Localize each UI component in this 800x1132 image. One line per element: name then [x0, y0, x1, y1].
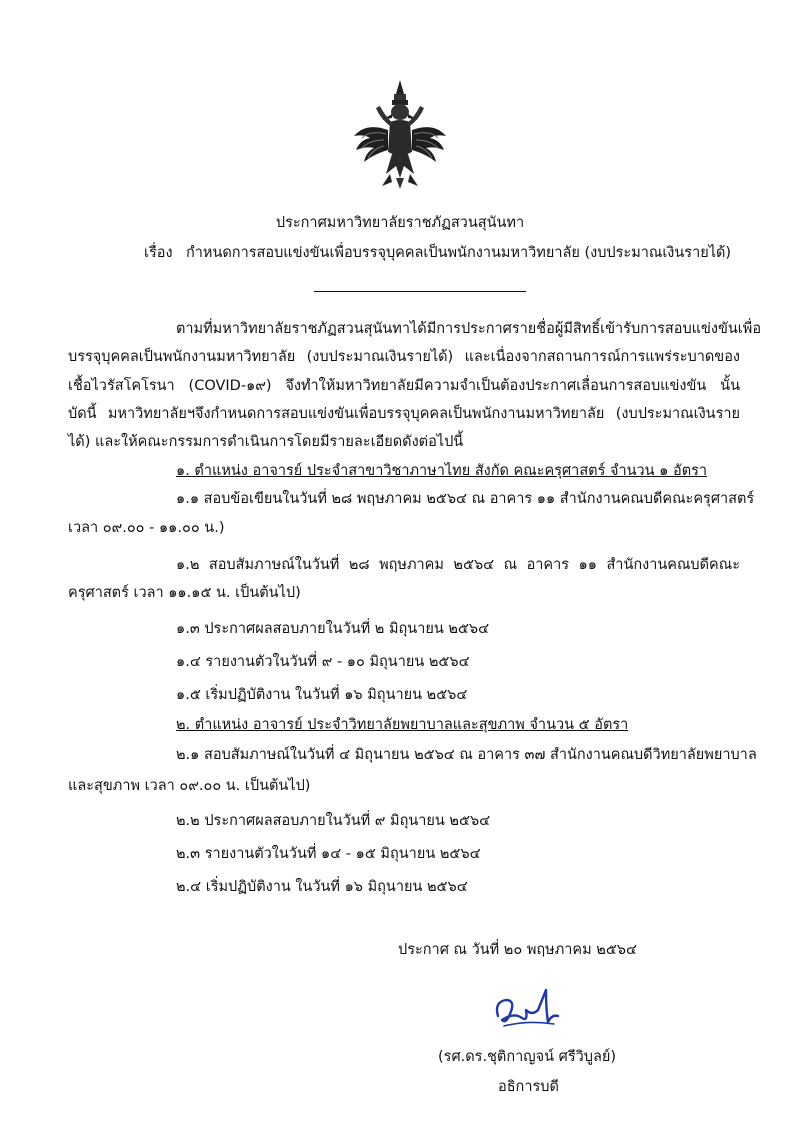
section-1-item-4: ๑.๔ รายงานตัวในวันที่ ๙ - ๑๐ มิถุนายน ๒๕๖๔ — [176, 654, 470, 670]
intro-line-3: เชื้อไวรัสโคโรนา (COVID-๑๙) จึงทำให้มหาวิทยาลัยมีความจำเป็นต้องประกาศเลื่อนการสอบแข่งขัน นั้น — [68, 378, 740, 394]
signature-icon — [488, 980, 568, 1038]
announcement-date: ประกาศ ณ วันที่ ๒๐ พฤษภาคม ๒๕๖๔ — [398, 942, 637, 958]
intro-line-1: ตามที่มหาวิทยาลัยราชภัฏสวนสุนันทาได้มีการประกาศรายชื่อผู้มีสิทธิ์เข้ารับการสอบแข่งขันเพื่อ — [176, 321, 762, 337]
section-1-heading: ๑. ตำแหน่ง อาจารย์ ประจำสาขาวิชาภาษาไทย สังกัด คณะครุศาสตร์ จำนวน ๑ อัตรา — [176, 463, 708, 479]
section-1-item-1-cont: เวลา ๐๙.๐๐ - ๑๑.๐๐ น.) — [68, 520, 225, 536]
section-2-item-1: ๒.๑ สอบสัมภาษณ์ในวันที่ ๔ มิถุนายน ๒๕๖๔ ณ อาคาร ๓๗ สำนักงานคณบดีวิทยาลัยพยาบาล — [176, 747, 757, 763]
section-2-item-1-cont: และสุขภาพ เวลา ๐๙.๐๐ น. เป็นต้นไป) — [68, 778, 311, 794]
document-title: ประกาศมหาวิทยาลัยราชภัฏสวนสุนันทา — [275, 215, 525, 231]
subject-text: กำหนดการสอบแข่งขันเพื่อบรรจุบุคคลเป็นพนักงานมหาวิทยาลัย (งบประมาณเงินรายได้) — [186, 245, 732, 261]
subject-label: เรื่อง — [144, 245, 173, 261]
section-1-item-2-cont: ครุศาสตร์ เวลา ๑๑.๑๕ น. เป็นต้นไป) — [68, 585, 301, 601]
section-2-item-2: ๒.๒ ประกาศผลสอบภายในวันที่ ๙ มิถุนายน ๒๕๖๔ — [176, 813, 491, 829]
signer-name: (รศ.ดร.ชุติกาญจน์ ศรีวิบูลย์) — [438, 1049, 617, 1065]
section-2-item-4: ๒.๔ เริ่มปฏิบัติงาน ในวันที่ ๑๖ มิถุนายน ๒๕๖๔ — [176, 879, 468, 895]
garuda-emblem-icon — [352, 78, 448, 190]
intro-line-4: บัดนี้ มหาวิทยาลัยฯจึงกำหนดการสอบแข่งขันเพื่อบรรจุบุคคลเป็นพนักงานมหาวิทยาลัย (งบประมาณเงินราย — [68, 406, 740, 422]
intro-line-2: บรรจุบุคคลเป็นพนักงานมหาวิทยาลัย (งบประมาณเงินรายได้) และเนื่องจากสถานการณ์การแพร่ระบาดของ — [68, 349, 740, 365]
signer-title: อธิการบดี — [498, 1079, 559, 1095]
section-1-item-3: ๑.๓ ประกาศผลสอบภายในวันที่ ๒ มิถุนายน ๒๕๖๔ — [176, 621, 490, 637]
section-1-item-5: ๑.๕ เริ่มปฏิบัติงาน ในวันที่ ๑๖ มิถุนายน ๒๕๖๔ — [176, 687, 468, 703]
section-1-item-2: ๑.๒ สอบสัมภาษณ์ในวันที่ ๒๘ พฤษภาคม ๒๕๖๔ ณ อาคาร ๑๑ สำนักงานคณบดีคณะ — [176, 557, 740, 573]
section-2-heading: ๒. ตำแหน่ง อาจารย์ ประจำวิทยาลัยพยาบาลและสุขภาพ จำนวน ๕ อัตรา — [176, 717, 629, 733]
section-1-item-1: ๑.๑ สอบข้อเขียนในวันที่ ๒๘ พฤษภาคม ๒๕๖๔ ณ อาคาร ๑๑ สำนักงานคณบดีคณะครุศาสตร์ — [176, 491, 755, 507]
intro-line-5: ได้) และให้คณะกรรมการดำเนินการโดยมีรายละเอียดดังต่อไปนี้ — [68, 434, 464, 450]
title-divider — [314, 291, 526, 292]
section-2-item-3: ๒.๓ รายงานตัวในวันที่ ๑๔ - ๑๕ มิถุนายน ๒๕๖๔ — [176, 846, 481, 862]
